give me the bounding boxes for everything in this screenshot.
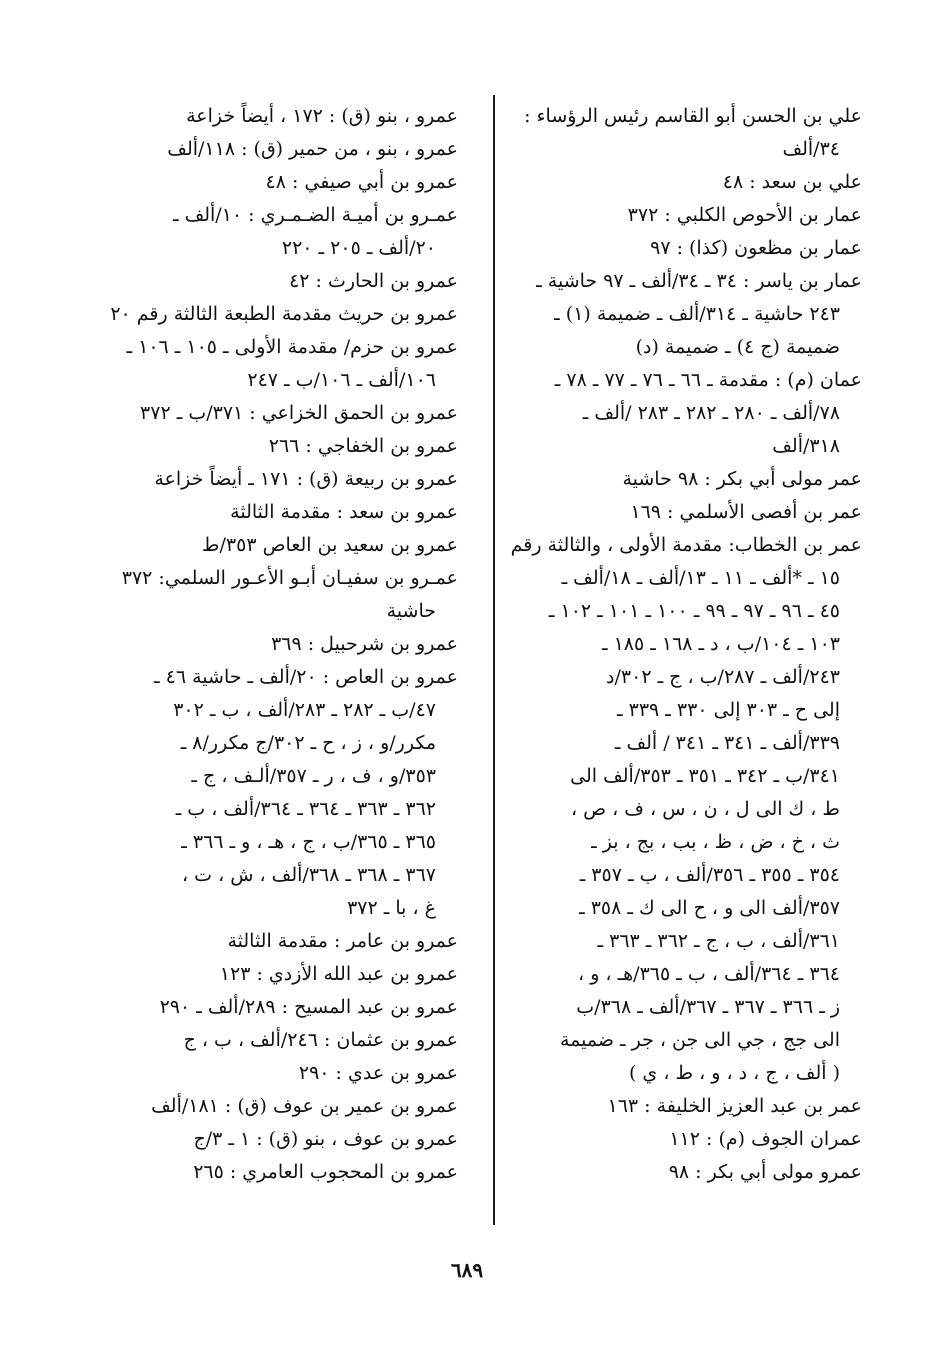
index-entry: عمرو بن المحجوب العامري : ٢٦٥ <box>193 1161 458 1183</box>
index-entry-continuation: ١٥ ـ *ألف ـ ١١ ـ ١٣/ألف ـ ١٨/ألف ـ <box>561 567 840 589</box>
index-entry-continuation: مكرر/و ، ز ، ح ـ ٣٠٢/ج مكرر/٨ ـ <box>180 732 436 754</box>
index-entry-continuation: ٤٥ ـ ٩٦ ـ ٩٧ ـ ٩٩ ـ ١٠٠ ـ ١٠١ ـ ١٠٢ ـ <box>548 600 840 622</box>
index-entry-continuation: ٣٣٩/ألف ـ ٣٤١ ـ ٣٤١ / ألف ـ <box>614 732 840 754</box>
index-entry: عمرو بن عدي : ٢٩٠ <box>298 1062 458 1084</box>
index-entry: عمرو بن عثمان : ٢٤٦/ألف ، ب ، ج <box>183 1029 458 1051</box>
index-entry: عمرو بن عوف ، بنو (ق) : ١ ـ ٣/ج <box>193 1128 458 1150</box>
column-divider <box>493 95 495 1225</box>
index-entry-continuation: ٣١٨/ألف <box>772 435 840 457</box>
index-entry-continuation: ٣٥٤ ـ ٣٥٥ ـ ٣٥٦/ألف ، ب ـ ٣٥٧ ـ <box>579 864 840 886</box>
index-entry-continuation: إلى ح ـ ٣٠٣ إلى ٣٣٠ ـ ٣٣٩ ـ <box>617 699 840 721</box>
index-entry-continuation: ( ألف ، ج ، د ، و ، ط ، ي ) <box>628 1062 840 1084</box>
index-entry: عمار بن ياسر : ٣٤ ـ ٣٤/ألف ـ ٩٧ حاشية ـ <box>536 270 862 292</box>
index-column-right <box>510 100 862 1189</box>
index-entry: عمرو بن الخفاجي : ٢٦٦ <box>268 435 458 457</box>
index-entry: عمرو بن عبد المسيح : ٢٨٩/ألف ـ ٢٩٠ <box>159 996 458 1018</box>
index-entry: عمرو بن العاص : ٢٠/ألف ـ حاشية ٤٦ ـ <box>154 666 458 688</box>
index-column-left <box>110 100 458 1189</box>
index-entry: عمرو بن ربيعة (ق) : ١٧١ ـ أيضاً خزاعة <box>154 468 458 490</box>
index-entry-continuation: ث ، خ ، ض ، ظ ، بب ، بج ، بز ـ <box>591 831 840 853</box>
index-entry: عمر مولى أبي بكر : ٩٨ حاشية <box>622 468 862 490</box>
index-entry: عمرو بن عبد الله الأزدي : ١٢٣ <box>219 963 458 985</box>
index-entry-continuation: غ ، با ـ ٣٧٢ <box>347 897 436 919</box>
index-entry-continuation: ٧٨/ألف ـ ٢٨٠ ـ ٢٨٢ ـ ٢٨٣ /ألف ـ <box>582 402 840 424</box>
index-entry-continuation: ٢٠/ألف ـ ٢٠٥ ـ ٢٢٠ <box>281 237 436 259</box>
index-entry: عمرو ، بنو ، من حمير (ق) : ١١٨/ألف <box>167 138 458 160</box>
index-entry: عمر بن أفصى الأسلمي : ١٦٩ <box>630 501 862 523</box>
index-entry: عمرو بن أبي صيفي : ٤٨ <box>265 171 458 193</box>
index-entry-continuation: ٣٤/ألف <box>782 138 840 160</box>
index-entry: عمرو بن سعد : مقدمة الثالثة <box>230 501 458 523</box>
index-entry: عمرو بن عمير بن عوف (ق) : ١٨١/ألف <box>151 1095 458 1117</box>
index-entry: عمار بن مظعون (كذا) : ٩٧ <box>650 237 862 259</box>
index-entry: علي بن سعد : ٤٨ <box>722 171 862 193</box>
index-entry-continuation: ٢٤٣/ألف ـ ٢٨٧/ب ، ج ـ ٣٠٢/د <box>606 666 840 688</box>
index-entry-continuation: ز ـ ٣٦٦ ـ ٣٦٧ ـ ٣٦٧/ألف ـ ٣٦٨/ب <box>576 996 840 1018</box>
index-entry: عمرو بن شرحبيل : ٣٦٩ <box>271 633 458 655</box>
index-entry-continuation: ٣٦٤ ـ ٣٦٤/ألف ، ب ـ ٣٦٥/هـ ، و ، <box>578 963 840 985</box>
index-entry-continuation: ٣٦٧ ـ ٣٦٨ ـ ٣٦٨/ألف ، ش ، ت ، <box>182 864 436 886</box>
index-entry-continuation: ٣٤١/ب ـ ٣٤٢ ـ ٣٥١ ـ ٣٥٣/ألف الى <box>570 765 840 787</box>
index-entry-continuation: ٣٦٥ ـ ٣٦٥/ب ، ج ، هـ ، و ـ ٣٦٦ ـ <box>181 831 436 853</box>
index-entry: عمرو مولى أبي بكر : ٩٨ <box>668 1161 862 1183</box>
index-entry: عمرو بن حزم/ مقدمة الأولى ـ ١٠٥ ـ ١٠٦ ـ <box>126 336 458 358</box>
index-entry: عمرو بن عامر : مقدمة الثالثة <box>227 930 458 952</box>
index-entry: عمر بن الخطاب: مقدمة الأولى ، والثالثة رقم <box>510 534 862 556</box>
index-entry-continuation: ط ، ك الى ل ، ن ، س ، ف ، ص ، <box>570 798 840 820</box>
index-entry-continuation: ضميمة (ج ٤) ـ ضميمة (د) <box>635 336 840 358</box>
index-entry: عمرو بن الحارث : ٤٢ <box>289 270 458 292</box>
index-entry: عمرو بن الحمق الخزاعي : ٣٧١/ب ـ ٣٧٢ <box>140 402 458 424</box>
index-entry: عمرو بن حريث مقدمة الطبعة الثالثة رقم ٢٠ <box>110 303 458 325</box>
index-entry: عمر بن عبد العزيز الخليفة : ١٦٣ <box>607 1095 862 1117</box>
index-entry-continuation: ٣٥٣/و ، ف ، ر ـ ٣٥٧/ألـف ، ج ـ <box>191 765 436 787</box>
index-entry-continuation: حاشية <box>386 600 436 622</box>
index-entry-continuation: ٣٥٧/ألف الى و ، ح الى ك ـ ٣٥٨ ـ <box>579 897 840 919</box>
index-entry-continuation: ٤٧/ب ـ ٢٨٢ ـ ٢٨٣/ألف ، ب ـ ٣٠٢ <box>173 699 436 721</box>
index-entry: عمـرو بن أميـة الضـمـري : ١٠/ألف ـ <box>172 204 458 226</box>
index-entry: عمار بن الأحوص الكلبي : ٣٧٢ <box>627 204 862 226</box>
index-entry: عمان (م) : مقدمة ـ ٦٦ ـ ٧٦ ـ ٧٧ ـ ٧٨ ـ <box>554 369 862 391</box>
index-entry: عمـرو بن سفيـان أبـو الأعـور السلمي: ٣٧٢ <box>121 567 458 589</box>
index-entry-continuation: ١٠٣ ـ ١٠٤/ب ، د ـ ١٦٨ ـ ١٨٥ ـ <box>601 633 840 655</box>
index-entry-continuation: ٣٦٢ ـ ٣٦٣ ـ ٣٦٤ ـ ٣٦٤/ألف ، ب ـ <box>175 798 436 820</box>
index-entry: عمرو بن سعيد بن العاص ٣٥٣/ط <box>201 534 458 556</box>
index-entry-continuation: الى جج ، جي الى جن ، جر ـ ضميمة <box>559 1029 840 1051</box>
index-entry: علي بن الحسن أبو القاسم رئيس الرؤساء : <box>524 105 862 127</box>
page-number: ٦٨٩ <box>450 1258 484 1282</box>
index-entry-continuation: ٢٤٣ حاشية ـ ٣١٤/ألف ـ ضميمة (١) ـ <box>554 303 840 325</box>
index-entry: عمران الجوف (م) : ١١٢ <box>669 1128 862 1150</box>
index-entry-continuation: ١٠٦/ألف ـ ١٠٦/ب ـ ٢٤٧ <box>247 369 436 391</box>
index-entry-continuation: ٣٦١/ألف ، ب ، ج ـ ٣٦٢ ـ ٣٦٣ ـ <box>597 930 840 952</box>
index-entry: عمرو ، بنو (ق) : ١٧٢ ، أيضاً خزاعة <box>186 105 458 127</box>
